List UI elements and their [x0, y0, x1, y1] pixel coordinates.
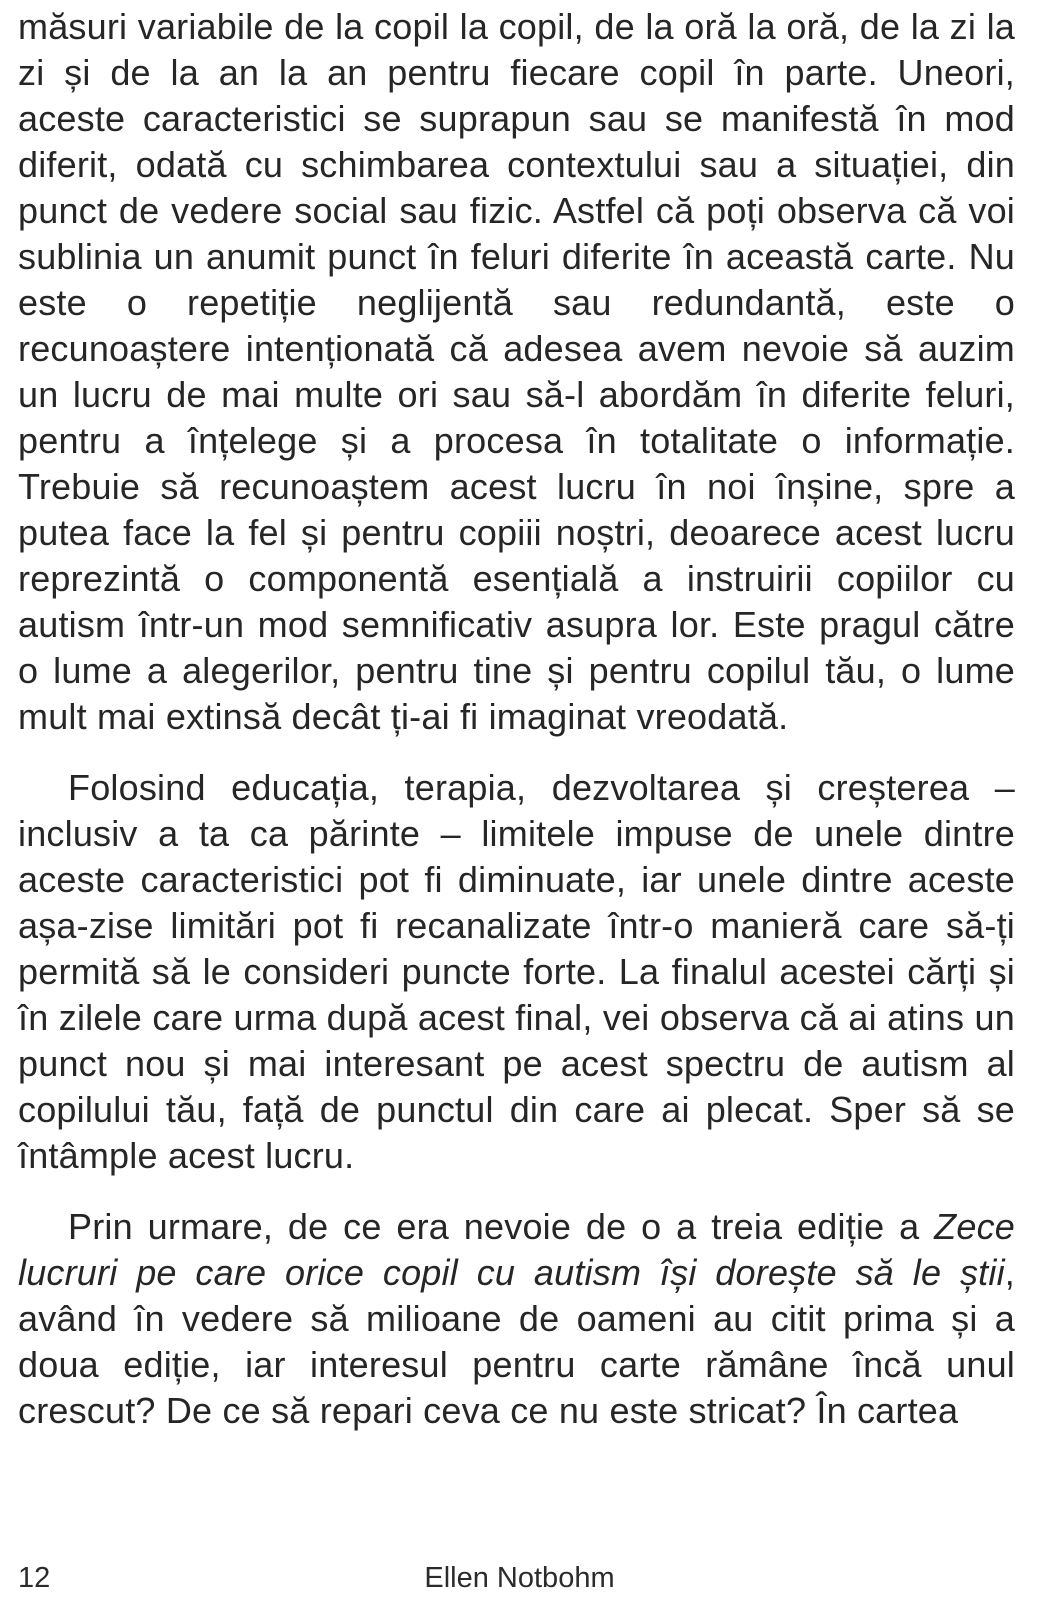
- page-footer: [0, 1556, 1039, 1600]
- book-title-italic: Zece lucruri pe care orice copil cu autism își dorește să le știi: [18, 1206, 1015, 1293]
- paragraph: [18, 1204, 1015, 1434]
- paragraph: [18, 4, 1015, 740]
- text-segment: Prin urmare, de ce era nevoie de o a treia ediție a: [68, 1206, 935, 1247]
- page-number: 12: [18, 1562, 51, 1594]
- text-segment: , având în vedere să milioane de oameni au citit prima și a doua ediție, iar interesul pentru carte rămâne încă unul crescut? De ce să repari ceva ce nu este stricat? În cartea: [18, 1252, 1015, 1431]
- text-segment: măsuri variabile de la copil la copil, de la oră la oră, de la zi la zi și de la an la an pentru fiecare copil în parte. Uneori, aceste caracteristici se suprapun sau se manifestă în mod diferit, odată cu schimbarea contextului sau a situației, din punct de vedere social sau fizic. Astfel că poți observa că voi sublinia un anumit punct în feluri diferite în această carte. Nu este o repetiție neglijentă sau redundantă, este o recunoaștere intenționată că adesea avem nevoie să auzim un lucru de mai multe ori sau să-l abordăm în diferite feluri, pentru a înțelege și a procesa în totalitate o informație. Trebuie să recunoaștem acest lucru în noi înșine, spre a putea face la fel și pentru copiii noștri, deoarece acest lucru reprezintă o componentă esențială a instruirii copiilor cu autism într-un mod semnificativ asupra lor. Este pragul către o lume a alegerilor, pentru tine și pentru copilul tău, o lume mult mai extinsă decât ți-ai fi imaginat vreodată.: [18, 6, 1015, 737]
- paragraph: [18, 765, 1015, 1179]
- running-author: Ellen Notbohm: [424, 1562, 615, 1594]
- page-text: [18, 4, 1015, 1434]
- text-segment: Folosind educația, terapia, dezvoltarea și creșterea – inclusiv a ta ca părinte – limitele impuse de unele dintre aceste caracteristici pot fi diminuate, iar unele dintre aceste așa-zise limitări pot fi recanalizate într-o manieră care să-ți permită să le consideri puncte forte. La finalul acestei cărți și în zilele care urma după acest final, vei observa că ai atins un punct nou și mai interesant pe acest spectru de autism al copilului tău, față de punctul din care ai plecat. Sper să se întâmple acest lucru.: [18, 767, 1015, 1176]
